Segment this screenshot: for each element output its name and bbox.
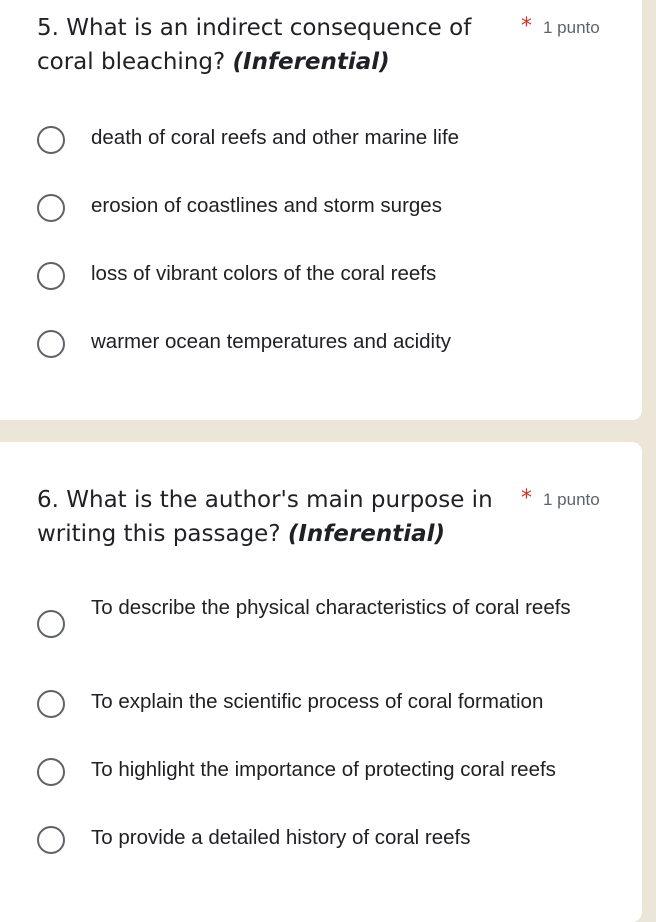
option-radio[interactable] [37,328,597,364]
option-radio[interactable] [37,756,597,792]
option-radio[interactable] [37,260,597,296]
question-card-6 [0,442,642,922]
option-label: To explain the scientific process of coral formation [91,690,544,713]
option-radio[interactable] [37,192,597,228]
option-radio[interactable] [37,592,597,656]
radio-circle-icon[interactable] [37,610,65,638]
option-label: loss of vibrant colors of the coral reefs [91,262,437,285]
question-title [37,483,517,551]
question-tag: (Inferential) [232,49,390,75]
option-radio[interactable] [37,688,597,724]
option-label: To highlight the importance of protecting coral reefs [91,758,556,781]
option-radio[interactable] [37,124,597,160]
question-number: 6. [37,487,59,513]
radio-circle-icon[interactable] [37,126,65,154]
radio-circle-icon[interactable] [37,330,65,358]
question-number: 5. [37,15,59,41]
required-asterisk: * [521,486,532,511]
required-asterisk: * [521,14,532,39]
points-label: 1 punto [543,18,600,37]
question-title [37,11,517,79]
question-tag: (Inferential) [287,521,446,547]
radio-circle-icon[interactable] [37,194,65,222]
radio-circle-icon[interactable] [37,826,65,854]
radio-circle-icon[interactable] [37,690,65,718]
option-label: erosion of coastlines and storm surges [91,194,442,217]
option-label: death of coral reefs and other marine life [91,126,460,149]
points-label: 1 punto [543,490,600,509]
question-card-5 [0,0,642,420]
option-label: warmer ocean temperatures and acidity [91,330,452,353]
radio-circle-icon[interactable] [37,262,65,290]
option-label: To provide a detailed history of coral reefs [91,826,471,849]
radio-circle-icon[interactable] [37,758,65,786]
question-text: What is an indirect consequence of coral bleaching? [37,15,472,75]
option-label: To describe the physical characteristics of coral reefs [91,596,571,619]
option-radio[interactable] [37,824,597,860]
question-text: What is the author's main purpose in writing this passage? [37,487,493,547]
